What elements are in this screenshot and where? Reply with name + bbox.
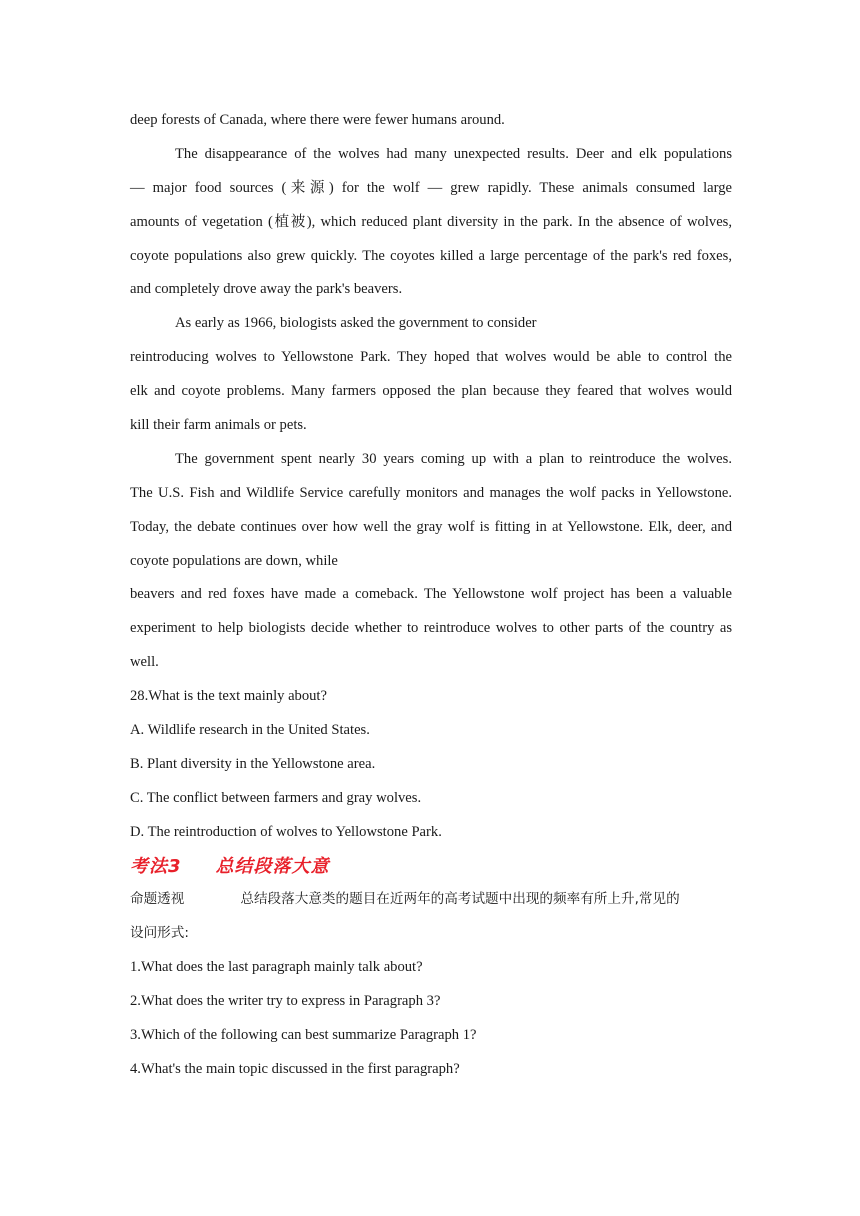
passage-line: Today, the debate continues over how well the gray wolf is fitting in at Yellowstone. Elk, deer, and [130, 518, 732, 535]
example-question: 3.Which of the following can best summarize Paragraph 1? [130, 1027, 477, 1044]
section-heading-title: 总结段落大意 [215, 855, 330, 877]
passage-line: As early as 1966, biologists asked the government to consider [175, 315, 537, 332]
section-intro-text: 总结段落大意类的题目在近两年的高考试题中出现的频率有所上升,常见的 [240, 891, 680, 908]
passage-line: reintroducing wolves to Yellowstone Park. They hoped that wolves would be able to control the [130, 349, 732, 366]
passage-line: The government spent nearly 30 years coming up with a plan to reintroduce the wolves. [175, 450, 732, 467]
question-option-c: C. The conflict between farmers and gray wolves. [130, 789, 422, 806]
passage-line: The U.S. Fish and Wildlife Service carefully monitors and manages the wolf packs in Yellowstone. [130, 484, 732, 501]
example-question: 4.What's the main topic discussed in the first paragraph? [130, 1060, 460, 1077]
passage-line: elk and coyote problems. Many farmers opposed the plan because they feared that wolves would [130, 383, 732, 400]
passage-line: kill their farm animals or pets. [130, 417, 307, 434]
question-option-b: B. Plant diversity in the Yellowstone area. [130, 755, 376, 772]
passage-line: experiment to help biologists decide whether to reintroduce wolves to other parts of the country as [130, 620, 732, 637]
passage-line: coyote populations also grew quickly. The coyotes killed a large percentage of the park's red foxes, [130, 247, 732, 264]
passage-line: deep forests of Canada, where there were fewer humans around. [130, 112, 505, 128]
section-intro-label: 命题透视 [130, 891, 185, 908]
passage-line: amounts of vegetation (植被), which reduced plant diversity in the park. In the absence of wolves, [130, 213, 732, 230]
example-question: 1.What does the last paragraph mainly talk about? [130, 959, 423, 976]
question-stem: 28.What is the text mainly about? [130, 688, 327, 705]
section-heading [130, 850, 732, 884]
section-heading-number: 考法3 [130, 855, 182, 877]
passage-line: The disappearance of the wolves had many unexpected results. Deer and elk populations [175, 145, 732, 162]
passage-line: and completely drove away the park's beavers. [130, 281, 403, 298]
passage-line: well. [130, 654, 159, 671]
section-intro-continued: 设问形式: [130, 925, 189, 942]
question-option-d: D. The reintroduction of wolves to Yellowstone Park. [130, 823, 442, 840]
question-option-a: A. Wildlife research in the United States. [130, 722, 370, 739]
example-question: 2.What does the writer try to express in Paragraph 3? [130, 993, 441, 1010]
passage-line: beavers and red foxes have made a comeback. The Yellowstone wolf project has been a valuable [130, 586, 732, 603]
text-body [130, 104, 732, 1087]
section-intro [130, 883, 732, 917]
passage-line: — major food sources (来源) for the wolf — grew rapidly. These animals consumed large [130, 179, 732, 196]
passage-line: coyote populations are down, while [130, 552, 338, 569]
